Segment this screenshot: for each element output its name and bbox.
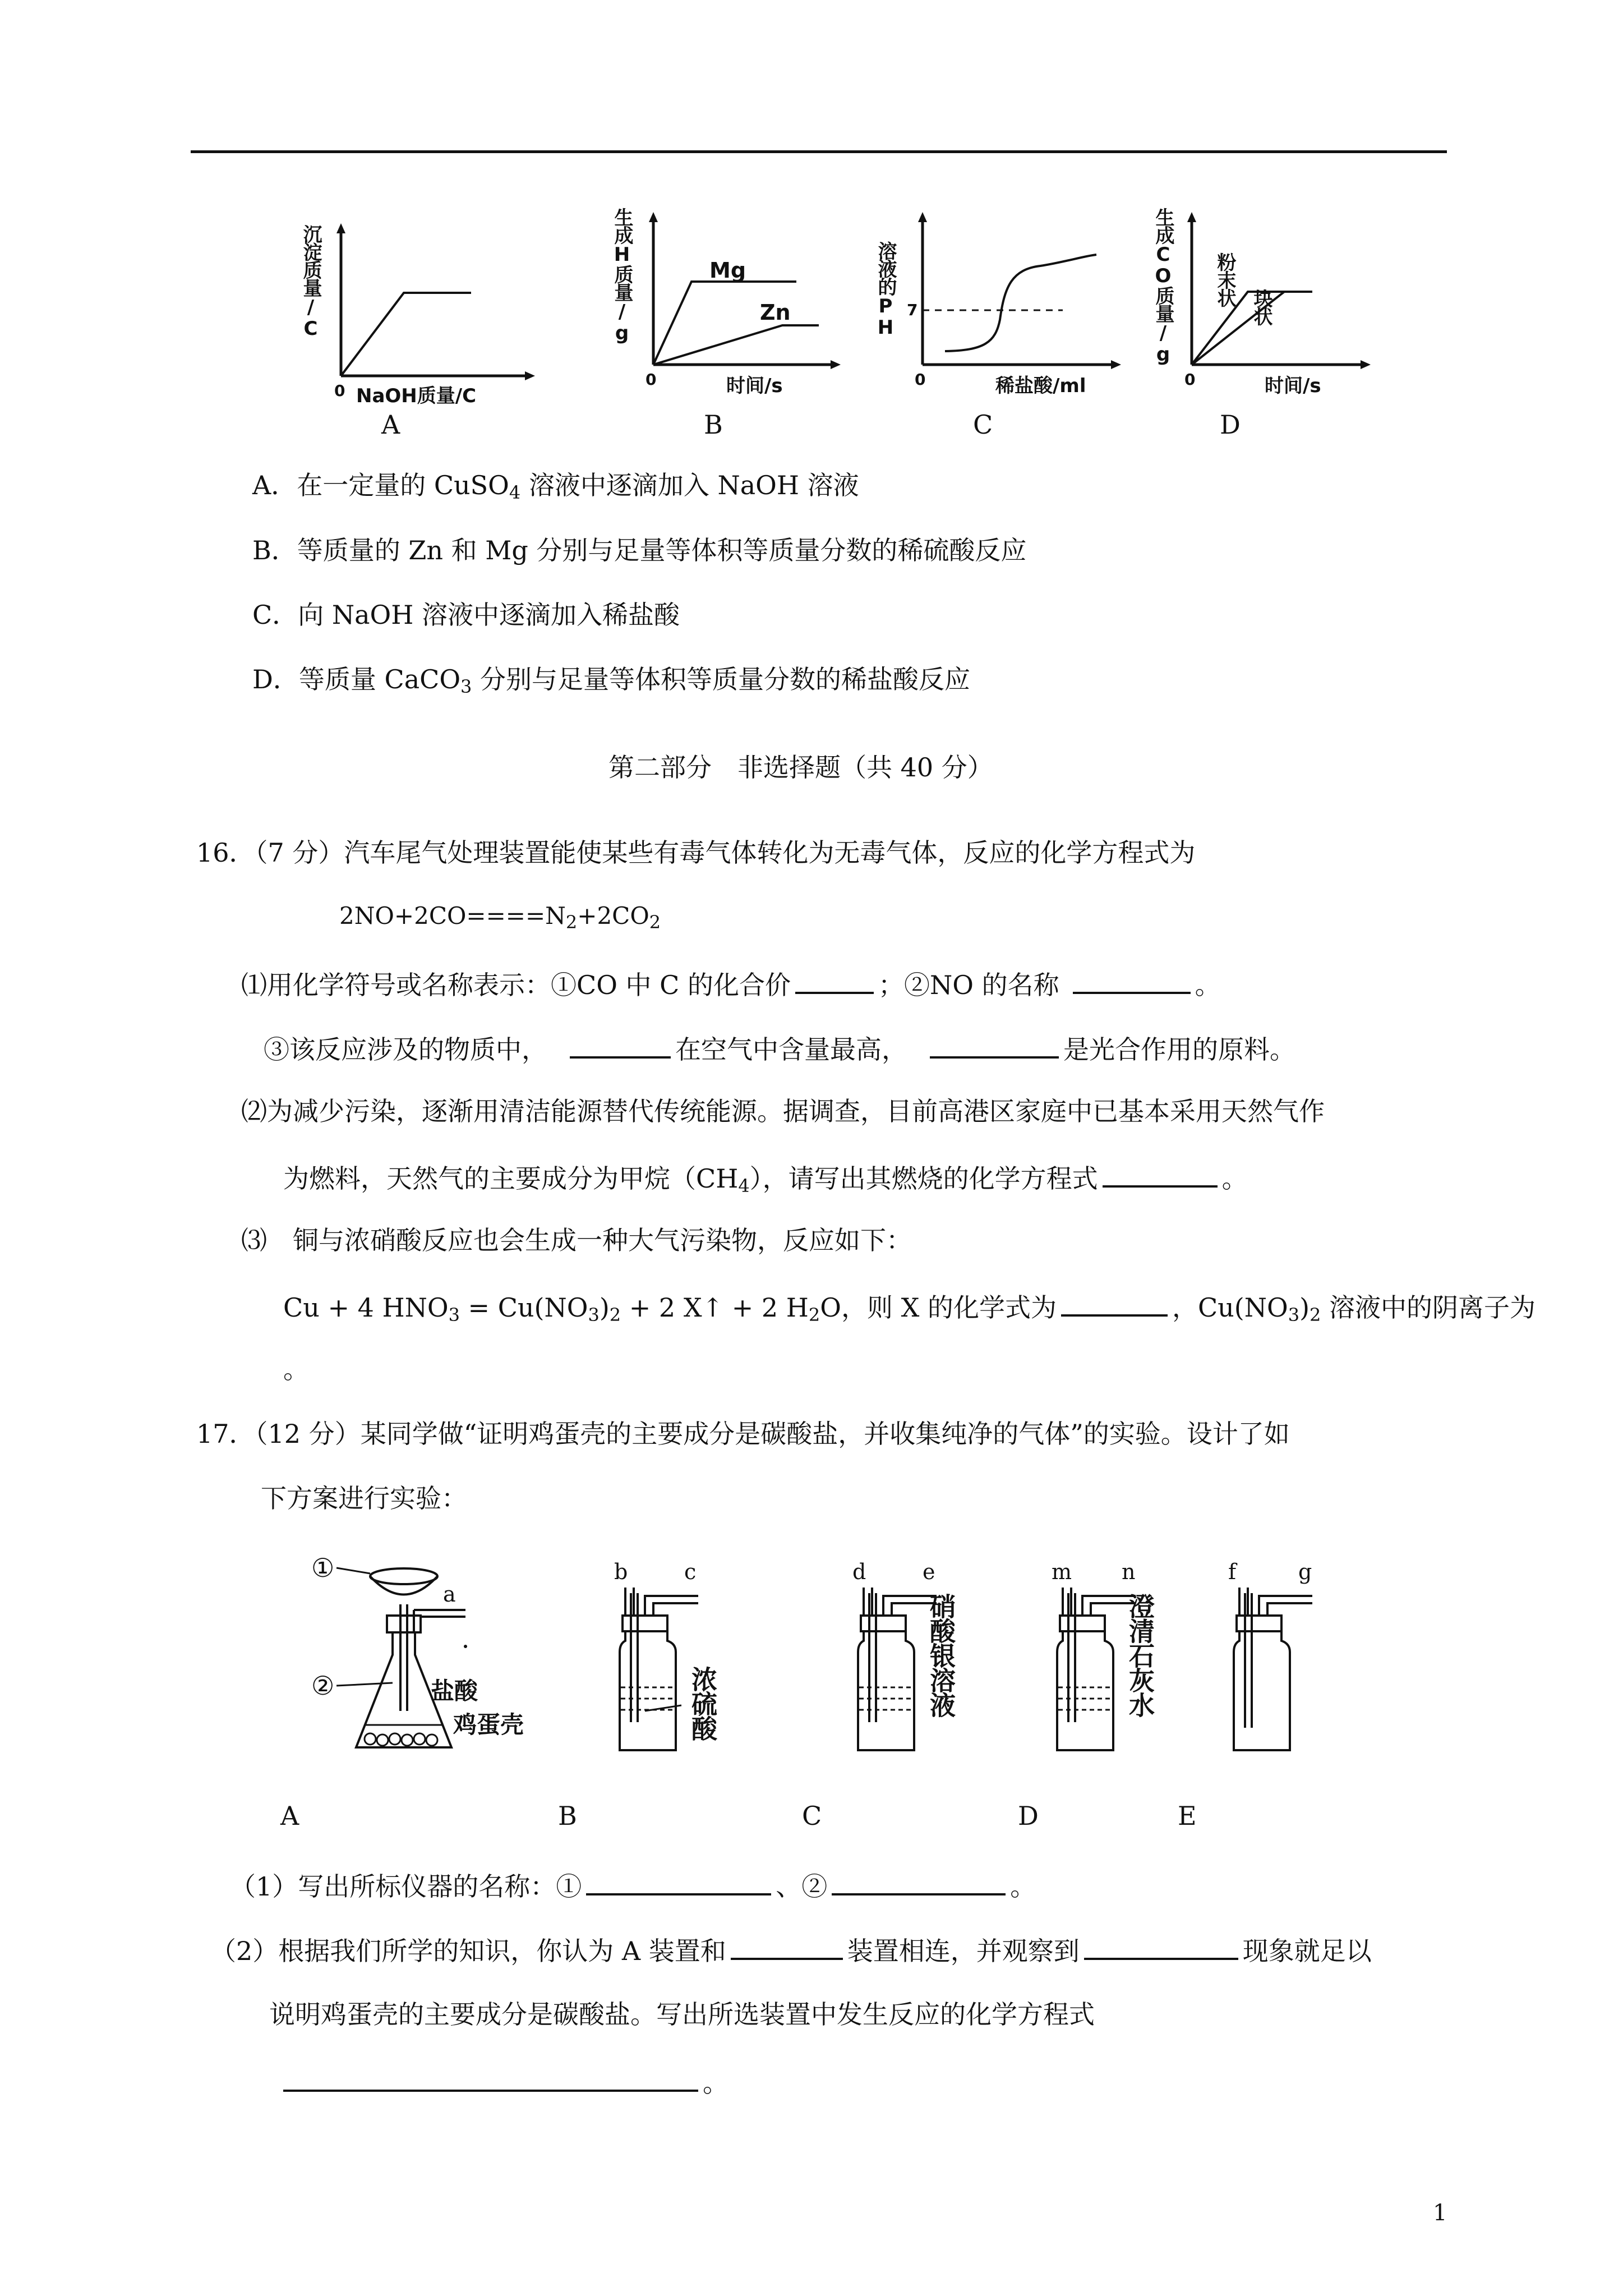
- graph-d-letter: D: [1220, 409, 1241, 440]
- answer-blank-instrument-1[interactable]: [586, 1871, 771, 1895]
- graph-b-axes: [608, 208, 872, 393]
- graph-a: [292, 213, 555, 449]
- answer-blank-connected-device[interactable]: [731, 1935, 843, 1960]
- apparatus-e-drawing: [1223, 1571, 1408, 1773]
- graph-a-letter: A: [381, 409, 400, 440]
- q16-part2-line1: ⑵为减少污染，逐渐用清洁能源替代传统能源。据调查，目前高港区家庭中已基本采用天然气作: [241, 1096, 1325, 1126]
- apparatus-b-port-b: b: [614, 1559, 628, 1584]
- graph-b-zn-curve: [653, 325, 819, 365]
- graph-c-origin: 0: [915, 370, 926, 389]
- option-a: A．在一定量的 CuSO$_4$ 溶液中逐滴加入 NaOH 溶液: [252, 470, 859, 503]
- apparatus-d-port-n: n: [1122, 1559, 1136, 1584]
- q17-header-2: 下方案进行实验：: [261, 1483, 467, 1513]
- page-number: 1: [1433, 2200, 1447, 2226]
- q16-part2-line2: 为燃料，天然气的主要成分为甲烷$(CH_4)$，请写出其燃烧的化学方程式 。: [283, 1163, 1248, 1197]
- graph-b-xlabel: 时间/s: [726, 375, 783, 397]
- graph-b-zn-label: Zn: [760, 300, 791, 325]
- answer-blank-co-valence[interactable]: [795, 969, 874, 994]
- graph-a-origin: 0: [334, 381, 345, 400]
- graph-c-ref: 7: [907, 301, 918, 319]
- graph-a-axes: [292, 213, 555, 398]
- q16-part3-line2: Cu + 4 $HNO_3 = Cu(NO_3)_2 + 2$ X↑ + 2 $H_2O$，则 X 的化学式为 ，$Cu(NO_3)_2$ 溶液中的阴离子为: [283, 1292, 1536, 1326]
- graph-d-origin: 0: [1184, 370, 1196, 389]
- graph-c-ylabel: 溶液的PH: [874, 241, 897, 338]
- graph-d-xlabel: 时间/s: [1265, 375, 1321, 397]
- apparatus-d-port-m: m: [1052, 1559, 1072, 1584]
- apparatus-e-port-f: f: [1228, 1559, 1237, 1584]
- graph-d: [1150, 196, 1396, 449]
- apparatus-e-letter: E: [1178, 1801, 1197, 1831]
- apparatus-b-letter: B: [558, 1801, 577, 1831]
- apparatus-a-letter: A: [280, 1801, 299, 1831]
- option-b: B．等质量的 Zn 和 Mg 分别与足量等体积等质量分数的稀硫酸反应: [252, 535, 1027, 565]
- apparatus-a-mark-2: ②: [311, 1671, 335, 1701]
- apparatus-a-reagent-shell: 鸡蛋壳: [453, 1711, 524, 1738]
- apparatus-b-reagent: 浓硫酸: [688, 1666, 718, 1740]
- apparatus-a-port-a: a: [443, 1582, 456, 1607]
- apparatus-c: [802, 1559, 1032, 1840]
- answer-blank-air-most[interactable]: [570, 1034, 671, 1059]
- apparatus-b-port-c: c: [684, 1559, 697, 1584]
- answer-blank-instrument-2[interactable]: [832, 1871, 1006, 1895]
- apparatus-d: [1018, 1559, 1231, 1840]
- graph-b-letter: B: [704, 409, 723, 440]
- graph-b-ylabel: 生成H质量/g: [611, 208, 633, 343]
- graph-c-xlabel: 稀盐酸/ml: [995, 375, 1086, 397]
- section-title: 第二部分 非选择题（共 40 分）: [608, 752, 993, 783]
- apparatus-e: [1178, 1559, 1408, 1840]
- apparatus-a-mark-1: ①: [311, 1553, 335, 1583]
- option-d: D．等质量 CaCO$_3$ 分别与足量等体积等质量分数的稀盐酸反应: [252, 664, 971, 697]
- apparatus-e-port-g: g: [1298, 1559, 1312, 1584]
- q17-part1: （1）写出所标仪器的名称：① 、② 。: [230, 1871, 1036, 1902]
- graph-d-block-label: 块状: [1250, 289, 1272, 325]
- q16-part3-line1: ⑶ 铜与浓硝酸反应也会生成一种大气污染物，反应如下：: [241, 1225, 912, 1255]
- graph-c-curve: [945, 255, 1096, 351]
- graph-a-xlabel: NaOH质量/C: [356, 385, 477, 407]
- graph-c-letter: C: [973, 409, 993, 440]
- apparatus-c-port-d: d: [852, 1559, 866, 1584]
- q16-header: 16．（7 分）汽车尾气处理装置能使某些有毒气体转化为无毒气体，反应的化学方程式为: [196, 838, 1196, 868]
- q16-part1-line1: ⑴用化学符号或名称表示：①CO 中 C 的化合价 ；②NO 的名称 。: [241, 970, 1221, 1000]
- graph-a-ylabel: 沉淀质量/C: [299, 224, 322, 339]
- q17-part2-line1: （2）根据我们所学的知识，你认为 A 装置和 装置相连，并观察到 现象就足以: [210, 1936, 1372, 1966]
- answer-blank-photosynthesis[interactable]: [930, 1034, 1059, 1059]
- apparatus-c-port-e: e: [923, 1559, 935, 1584]
- apparatus-c-reagent: 硝酸银溶液: [926, 1593, 956, 1717]
- graph-b-mg-label: Mg: [709, 258, 746, 283]
- q16-equation: $2NO+2CO====N_2+2CO_2$: [339, 902, 661, 933]
- apparatus-d-letter: D: [1018, 1801, 1039, 1831]
- apparatus-a: [280, 1548, 561, 1840]
- answer-blank-x-formula[interactable]: [1061, 1292, 1168, 1317]
- graph-c: [872, 196, 1141, 449]
- graph-d-ylabel: 生成CO质量/g: [1152, 208, 1174, 365]
- q17-header: 17．（12 分）某同学做“证明鸡蛋壳的主要成分是碳酸盐，并收集纯净的气体”的实验。设计了如: [196, 1419, 1290, 1449]
- graph-b: [608, 196, 872, 449]
- graph-b-origin: 0: [645, 370, 657, 389]
- option-c: C．向 NaOH 溶液中逐滴加入稀盐酸: [252, 600, 680, 630]
- apparatus-b: [558, 1559, 794, 1840]
- apparatus-a-reagent-hcl: 盐酸: [431, 1677, 478, 1705]
- answer-blank-no-name[interactable]: [1073, 969, 1191, 994]
- answer-blank-reaction-equation[interactable]: [283, 2067, 698, 2092]
- graph-a-curve: [341, 293, 471, 376]
- q16-part3-end: 。: [283, 1354, 309, 1384]
- answer-blank-observed-phenomenon[interactable]: [1084, 1935, 1238, 1960]
- graph-c-axes: [872, 208, 1141, 393]
- header-rule: [191, 150, 1447, 153]
- apparatus-d-reagent: 澄清石灰水: [1125, 1593, 1155, 1717]
- graph-d-powder-label: 粉末状: [1214, 252, 1236, 306]
- apparatus-c-letter: C: [802, 1801, 822, 1831]
- q17-part2-line3: 。: [283, 2067, 728, 2096]
- q17-part2-line2: 说明鸡蛋壳的主要成分是碳酸盐。写出所选装置中发生反应的化学方程式: [269, 1999, 1095, 2030]
- answer-blank-methane-equation[interactable]: [1103, 1163, 1218, 1188]
- q16-part1-line2: ③该反应涉及的物质中， 在空气中含量最高， 是光合作用的原料。: [264, 1034, 1295, 1065]
